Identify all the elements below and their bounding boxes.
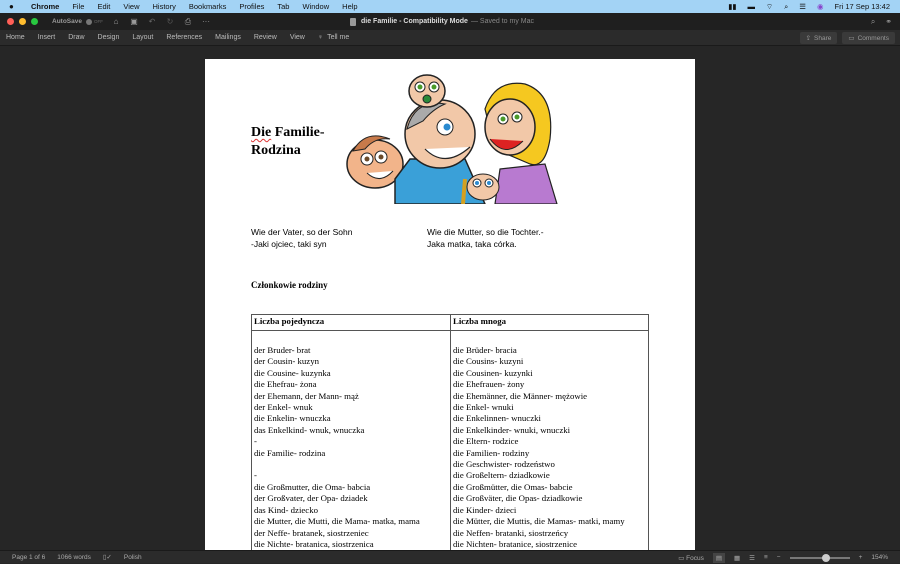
autosave-toggle[interactable] bbox=[86, 19, 103, 25]
list-item: die Großmütter, die Omas- babcie bbox=[453, 481, 573, 492]
document-canvas[interactable] bbox=[0, 47, 900, 550]
tab-insert[interactable]: Insert bbox=[37, 34, 56, 41]
list-item: die Geschwister- rodzeństwo bbox=[453, 459, 555, 470]
minimize-window-button[interactable] bbox=[19, 18, 26, 25]
list-item: die Enkelkinder- wnuki, wnuczki bbox=[453, 424, 571, 435]
menu-tab[interactable]: Tab bbox=[277, 2, 290, 11]
list-item: die Neffen- bratanki, siostrzeńcy bbox=[453, 527, 569, 538]
list-item: die Mütter, die Muttis, die Mamas- matki, mamy bbox=[453, 516, 625, 527]
list-item: der Enkel- wnuk bbox=[254, 402, 313, 413]
tab-mailings[interactable]: Mailings bbox=[215, 34, 241, 41]
list-item: die Kinder- dzieci bbox=[453, 504, 517, 515]
home-icon[interactable]: ⌂ bbox=[113, 17, 119, 26]
list-item: die Großeltern- dziadkowie bbox=[453, 470, 550, 481]
table-row bbox=[252, 331, 649, 551]
zoom-level[interactable]: 154% bbox=[871, 554, 888, 561]
vocabulary-table bbox=[251, 314, 649, 550]
menu-app-chrome[interactable]: Chrome bbox=[31, 2, 60, 11]
tell-me-label: Tell me bbox=[327, 34, 350, 41]
list-item: die Familien- rodziny bbox=[453, 447, 530, 458]
list-item: der Ehemann, der Mann- mąż bbox=[254, 390, 359, 401]
menu-edit[interactable]: Edit bbox=[97, 2, 111, 11]
list-item: die Ehefrauen- żony bbox=[453, 379, 525, 390]
list-item: der Bruder- brat bbox=[254, 345, 311, 355]
list-item: die Mutter, die Mutti, die Mama- matka, mama bbox=[254, 516, 420, 527]
tab-view[interactable]: View bbox=[289, 34, 305, 41]
share-icon: ⇪ bbox=[805, 35, 812, 42]
tab-design[interactable]: Design bbox=[97, 34, 120, 41]
tab-draw[interactable]: Draw bbox=[68, 34, 85, 41]
menu-file[interactable]: File bbox=[72, 2, 85, 11]
menu-bookmarks[interactable]: Bookmarks bbox=[188, 2, 227, 11]
heading-line2: Rodzina bbox=[251, 143, 301, 158]
more-icon[interactable]: ··· bbox=[201, 17, 210, 26]
page-count[interactable]: Page 1 of 6 bbox=[12, 553, 46, 561]
macos-menubar bbox=[0, 0, 900, 13]
zoom-slider[interactable] bbox=[790, 557, 850, 559]
proverb-father-pl: -Jaki ojciec, taki syn bbox=[251, 239, 327, 249]
list-item: der Cousin- kuzyn bbox=[254, 356, 319, 367]
battery-icon[interactable]: ▬ bbox=[747, 2, 755, 11]
tab-home[interactable]: Home bbox=[6, 34, 25, 41]
tab-layout[interactable]: Layout bbox=[132, 34, 154, 41]
menu-view[interactable]: View bbox=[123, 2, 140, 11]
family-illustration[interactable] bbox=[345, 69, 563, 204]
proverb-father bbox=[251, 226, 431, 250]
menu-help[interactable]: Help bbox=[342, 2, 358, 11]
heading-word-familie: Familie- bbox=[271, 125, 325, 140]
draft-view-button[interactable]: ≡ bbox=[763, 554, 768, 561]
list-item: die Großmutter, die Oma- babcia bbox=[254, 481, 371, 492]
window-manager-icon[interactable]: ▮▮ bbox=[728, 2, 737, 11]
document-heading bbox=[251, 124, 324, 160]
list-item: die Nichte- bratanica, siostrzenica bbox=[254, 538, 374, 549]
saved-status: — Saved to my Mac bbox=[470, 18, 534, 25]
list-item: die Cousinen- kuzynki bbox=[453, 367, 533, 378]
autosave-label: AutoSave bbox=[52, 18, 82, 25]
list-item: die Ehemänner, die Männer- mężowie bbox=[453, 390, 588, 401]
wifi-icon[interactable]: ⌔ bbox=[766, 1, 774, 11]
redo-icon[interactable]: ↻ bbox=[166, 17, 174, 26]
zoom-window-button[interactable] bbox=[31, 18, 38, 25]
plural-column bbox=[451, 331, 649, 551]
section-title: Członkowie rodziny bbox=[251, 280, 328, 290]
proverb-mother-de: Wie die Mutter, so die Tochter.- bbox=[427, 227, 544, 237]
list-item: die Großväter, die Opas- dziadkowie bbox=[453, 493, 583, 504]
proverb-father-de: Wie der Vater, so der Sohn bbox=[251, 227, 353, 237]
zoom-out-button[interactable]: − bbox=[776, 554, 781, 561]
tab-references[interactable]: References bbox=[166, 34, 203, 41]
status-menu-area bbox=[728, 0, 890, 13]
document-name: die Familie - Compatibility Mode bbox=[361, 18, 468, 25]
list-item: die Enkel- wnuki bbox=[453, 402, 514, 413]
list-item: das Enkelkind- wnuk, wnuczka bbox=[254, 424, 365, 435]
zoom-slider-thumb[interactable] bbox=[822, 554, 830, 562]
window-titlebar bbox=[0, 13, 900, 30]
spotlight-search-icon[interactable]: ⌕ bbox=[784, 1, 789, 11]
menu-window[interactable]: Window bbox=[302, 2, 330, 11]
focus-label: Focus bbox=[686, 554, 704, 562]
list-item: der Großvater, der Opa- dziadek bbox=[254, 493, 368, 504]
list-item: die Cousins- kuzyni bbox=[453, 356, 524, 367]
list-item: die Eltern- rodzice bbox=[453, 436, 519, 447]
siri-icon[interactable]: ◉ bbox=[817, 2, 824, 11]
document-title bbox=[350, 13, 534, 30]
heading-word-die: Die bbox=[251, 125, 272, 140]
titlebar-right bbox=[871, 13, 892, 30]
control-center-icon[interactable]: ☰ bbox=[799, 2, 806, 11]
clock[interactable]: Fri 17 Sep 13:42 bbox=[834, 2, 890, 11]
close-window-button[interactable] bbox=[7, 18, 14, 25]
comments-label: Comments bbox=[857, 34, 889, 42]
list-item: die Ehefrau- żona bbox=[254, 379, 317, 390]
word-count[interactable]: 1066 words bbox=[57, 553, 91, 561]
menu-profiles[interactable]: Profiles bbox=[239, 2, 265, 11]
focus-icon: ▭ bbox=[678, 554, 687, 562]
document-icon bbox=[350, 18, 356, 26]
autosave-state: OFF bbox=[93, 19, 103, 24]
tab-review[interactable]: Review bbox=[253, 34, 277, 41]
ribbon-actions bbox=[800, 32, 895, 44]
list-item: - bbox=[254, 470, 257, 481]
print-icon[interactable]: ⎙ bbox=[184, 16, 192, 26]
header-singular: Liczba pojedyncza bbox=[252, 315, 451, 331]
list-item: die Cousine- kuzynka bbox=[254, 367, 331, 378]
document-page[interactable] bbox=[205, 59, 695, 550]
print-layout-view-button[interactable]: ▤ bbox=[713, 553, 725, 563]
list-item: die Brüder- bracia bbox=[453, 345, 517, 355]
proverb-mother-pl: Jaka matka, taka córka. bbox=[427, 239, 517, 249]
list-item bbox=[254, 459, 448, 470]
status-bar bbox=[0, 550, 900, 563]
toggle-knob bbox=[86, 19, 92, 25]
zoom-in-button[interactable]: + bbox=[858, 554, 863, 561]
ribbon-tabs bbox=[0, 30, 900, 46]
share-button[interactable] bbox=[800, 32, 838, 44]
status-bar-right bbox=[678, 551, 888, 564]
comment-icon: ▭ bbox=[848, 35, 855, 42]
comments-button[interactable] bbox=[842, 32, 895, 44]
save-icon[interactable]: ▣ bbox=[130, 17, 138, 26]
lightbulb-icon: ♀ bbox=[317, 34, 324, 41]
menu-history[interactable]: History bbox=[152, 2, 176, 11]
focus-button[interactable] bbox=[678, 554, 704, 562]
table-header-row bbox=[252, 315, 649, 331]
web-layout-view-button[interactable]: ▦ bbox=[734, 554, 741, 562]
outline-view-button[interactable]: ☰ bbox=[749, 554, 755, 562]
account-icon[interactable]: ⚭ bbox=[885, 17, 892, 26]
list-item: die Nichten- bratanice, siostrzenice bbox=[453, 538, 578, 549]
language[interactable]: Polish bbox=[123, 553, 142, 561]
list-item: der Neffe- bratanek, siostrzeniec bbox=[254, 527, 369, 538]
singular-column bbox=[252, 331, 451, 551]
apple-icon[interactable]: ● bbox=[9, 2, 14, 11]
list-item: die Enkelinnen- wnuczki bbox=[453, 413, 541, 424]
list-item: die Familie- rodzina bbox=[254, 447, 326, 458]
share-label: Share bbox=[814, 34, 832, 42]
list-item: die Enkelin- wnuczka bbox=[254, 413, 331, 424]
header-plural: Liczba mnoga bbox=[451, 315, 649, 331]
proverb-mother bbox=[427, 226, 607, 250]
proofing-icon[interactable]: ▯✓ bbox=[102, 554, 112, 561]
list-item: - bbox=[254, 436, 257, 447]
search-icon[interactable]: ⌕ bbox=[870, 16, 876, 26]
tell-me-search[interactable] bbox=[318, 34, 349, 41]
undo-icon[interactable]: ↶ bbox=[148, 17, 156, 26]
list-item: das Kind- dziecko bbox=[254, 504, 319, 515]
